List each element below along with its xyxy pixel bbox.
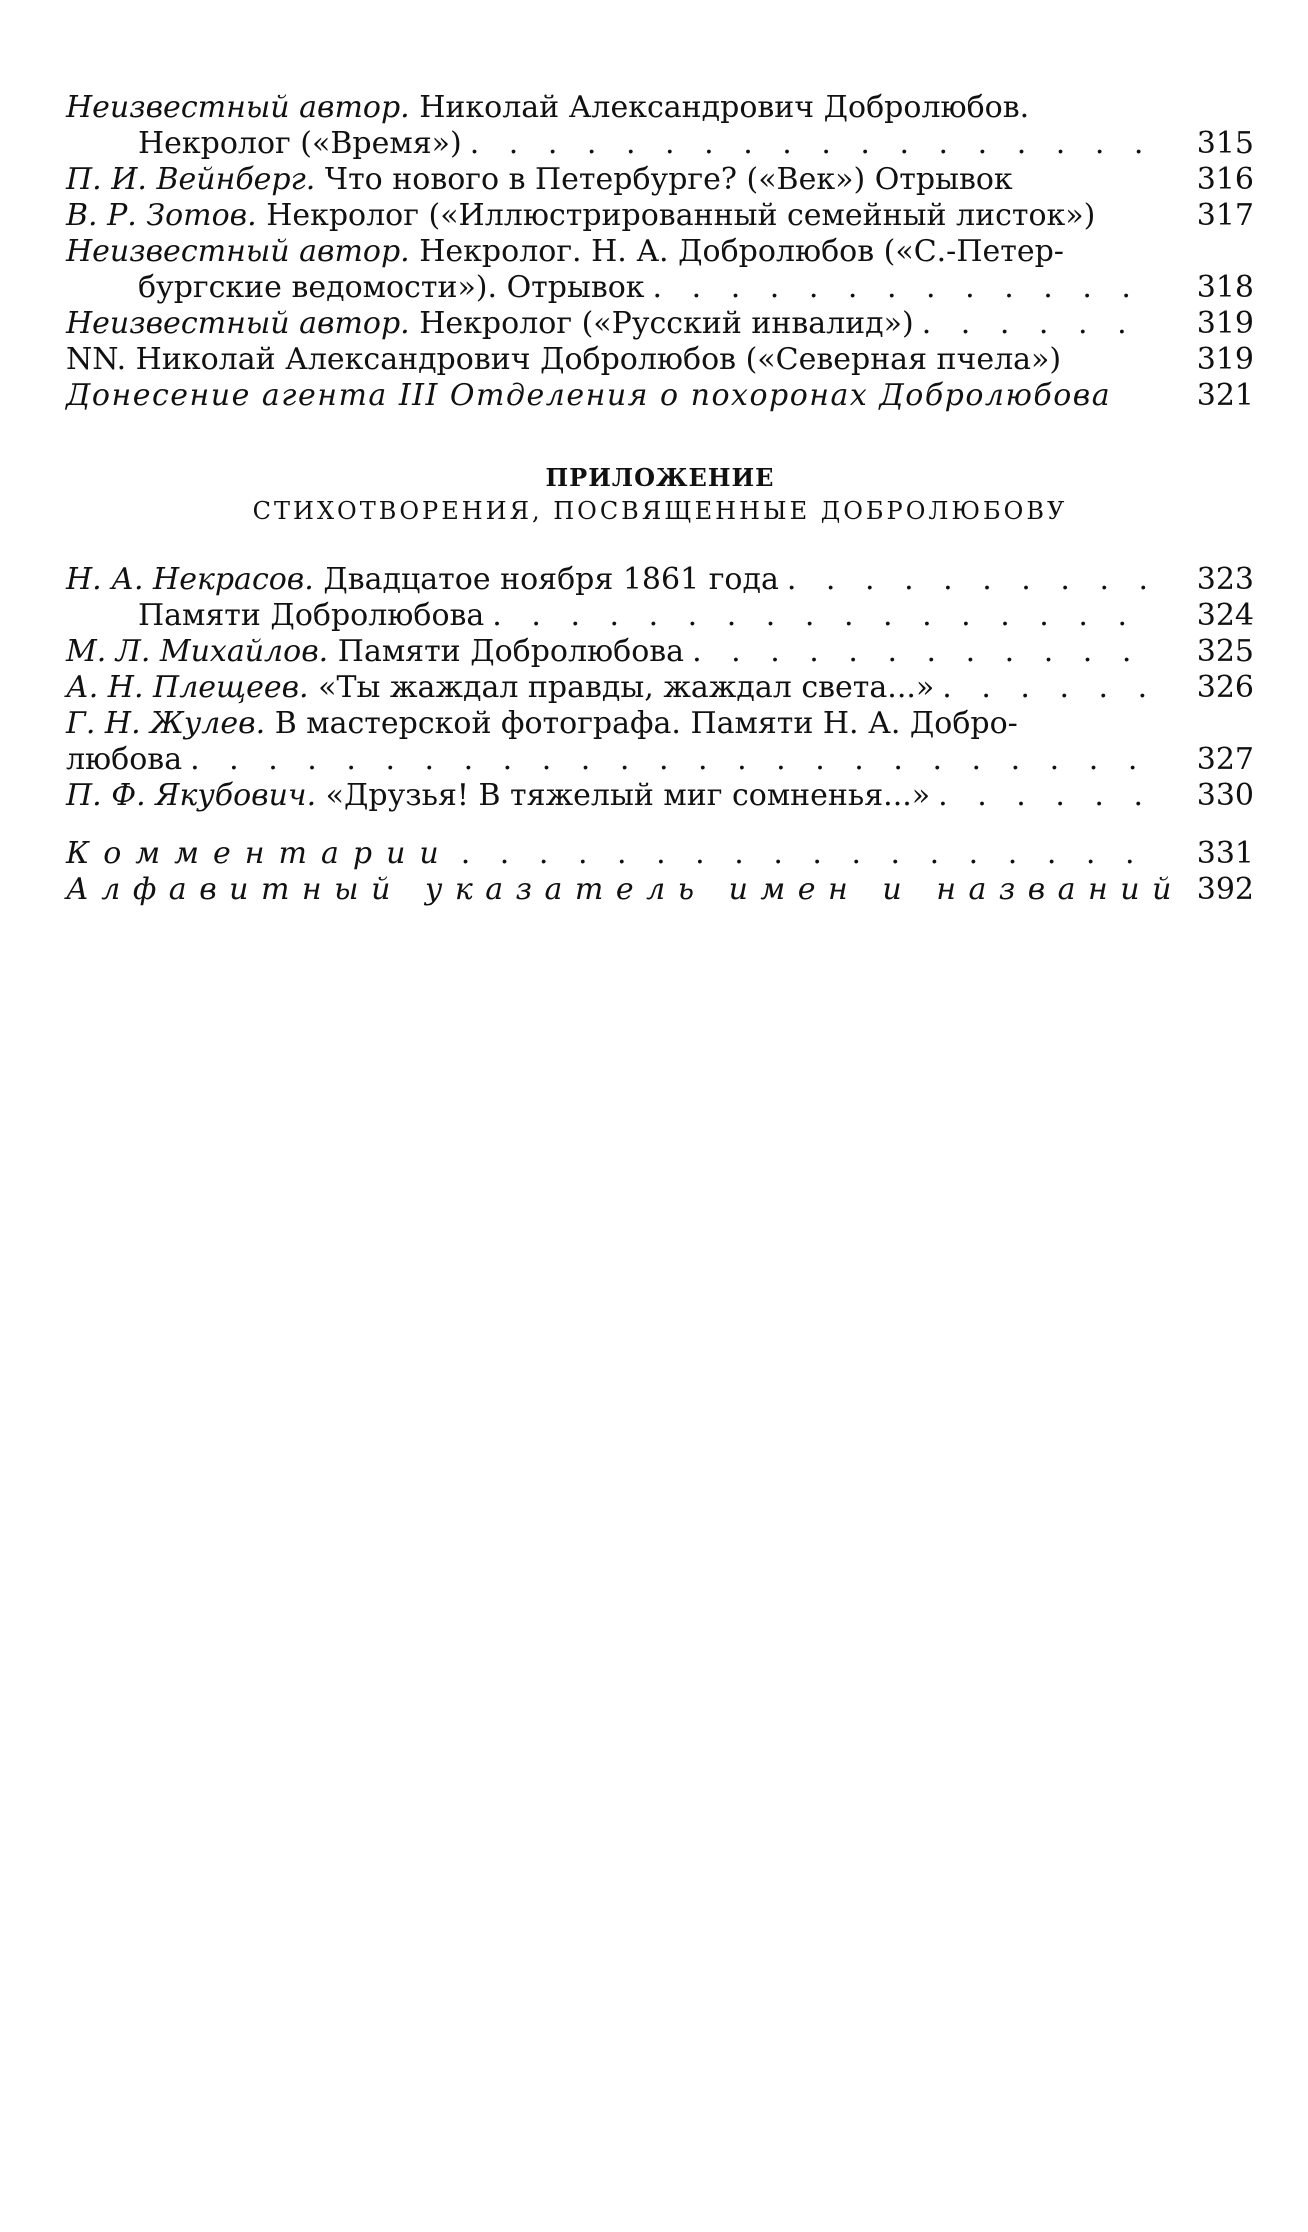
page-number: 318	[1196, 270, 1254, 305]
toc-entry	[66, 90, 1254, 162]
page-number: 321	[1196, 378, 1254, 413]
toc-entry	[66, 306, 1254, 342]
table-of-contents	[66, 90, 1254, 908]
toc-entry-line	[66, 634, 1166, 670]
toc-entry-line	[66, 126, 1166, 162]
toc-entry-line	[66, 198, 1166, 234]
entry-title: Некролог («Русский инвалид»)	[419, 306, 914, 341]
toc-entry	[66, 778, 1254, 814]
entry-author: Н. А. Некрасов.	[66, 562, 314, 597]
toc-entry-line	[66, 90, 1166, 126]
dot-leader	[942, 670, 1158, 706]
entry-title: Донесение агента III Отделения о похоронах Добролюбова	[66, 378, 1112, 413]
toc-entry	[66, 598, 1254, 634]
toc-entry-line	[66, 872, 1184, 908]
page-number: 317	[1196, 198, 1254, 233]
toc-entry-line	[66, 836, 1166, 872]
page-number: 319	[1196, 342, 1254, 377]
entry-title: Николай Александрович Добролюбов («Северная пчела»)	[135, 342, 1062, 377]
entry-title: Двадцатое ноября 1861 года	[323, 562, 779, 597]
toc-entry-line	[66, 670, 1166, 706]
toc-entry	[66, 836, 1254, 872]
dot-leader	[653, 270, 1158, 306]
toc-entry-line	[66, 306, 1166, 342]
page-number: 325	[1196, 634, 1254, 669]
toc-entry-line	[66, 706, 1166, 742]
toc-entry	[66, 198, 1254, 234]
toc-entry-line	[66, 378, 1166, 414]
appendix-subtitle: СТИХОТВОРЕНИЯ, ПОСВЯЩЕННЫЕ ДОБРОЛЮБОВУ	[252, 497, 1068, 525]
dot-leader	[190, 742, 1158, 778]
entry-author: Неизвестный автор.	[66, 306, 410, 341]
dot-leader	[470, 126, 1158, 162]
page-number: 323	[1196, 562, 1254, 597]
dot-leader	[787, 562, 1158, 598]
spacer	[66, 814, 1254, 836]
dot-leader	[692, 634, 1158, 670]
page-number: 392	[1196, 872, 1254, 907]
entry-title: Некролог («Иллюстрированный семейный листок»)	[266, 198, 1096, 233]
page-number: 319	[1196, 306, 1254, 341]
entry-title: Николай Александрович Добролюбов.	[419, 90, 1030, 125]
entry-title: В мастерской фотографа. Памяти Н. А. Добро-	[274, 706, 1018, 741]
entry-author: А. Н. Плещеев.	[66, 670, 309, 705]
entry-title-continued: Некролог («Время»)	[138, 126, 462, 161]
appendix-heading	[66, 462, 1254, 528]
toc-entry	[66, 162, 1254, 198]
toc-entry-line	[66, 270, 1166, 306]
toc-entry	[66, 670, 1254, 706]
toc-entry-line	[66, 742, 1166, 778]
entry-author: М. Л. Михайлов.	[66, 634, 329, 669]
toc-entry-line	[66, 162, 1166, 198]
entry-author: В. Р. Зотов.	[66, 198, 257, 233]
toc-entry-line	[66, 562, 1166, 598]
entry-author: Неизвестный автор.	[66, 234, 410, 269]
entry-title-continued: любова	[66, 742, 183, 777]
dot-leader	[461, 836, 1158, 872]
entry-author: Неизвестный автор.	[66, 90, 410, 125]
entry-title: «Друзья! В тяжелый миг сомненья...»	[325, 778, 931, 813]
page-number: 327	[1196, 742, 1254, 777]
entry-author: П. Ф. Якубович.	[66, 778, 317, 813]
page-number: 315	[1196, 126, 1254, 161]
dot-leader	[938, 778, 1158, 814]
toc-entry	[66, 562, 1254, 598]
page-number: 326	[1196, 670, 1254, 705]
entry-title: Алфавитный указатель имен и названий	[66, 872, 1184, 907]
dot-leader	[922, 306, 1158, 342]
entry-title: Некролог. Н. А. Добролюбов («С.-Петер-	[419, 234, 1064, 269]
toc-entry-line	[66, 342, 1166, 378]
toc-entry-line	[66, 598, 1166, 634]
dot-leader	[492, 598, 1158, 634]
page-number: 331	[1196, 836, 1254, 871]
entry-title: Памяти Добролюбова	[138, 598, 485, 633]
toc-entry-line	[66, 234, 1166, 270]
entry-title: «Ты жаждал правды, жаждал света...»	[318, 670, 935, 705]
toc-entry	[66, 342, 1254, 378]
appendix-title: ПРИЛОЖЕНИЕ	[545, 463, 775, 492]
entry-title: Что нового в Петербурге? («Век») Отрывок	[324, 162, 1013, 197]
page-number: 330	[1196, 778, 1254, 813]
entry-title-continued: бургские ведомости»). Отрывок	[138, 270, 645, 305]
toc-entry-line	[66, 778, 1166, 814]
entry-author: Г. Н. Жулев.	[66, 706, 266, 741]
toc-entry	[66, 234, 1254, 306]
entry-author: NN.	[66, 342, 127, 377]
page-number: 316	[1196, 162, 1254, 197]
toc-entry	[66, 634, 1254, 670]
toc-entry	[66, 872, 1254, 908]
toc-entry	[66, 378, 1254, 414]
entry-title: Комментарии	[66, 836, 453, 871]
toc-entry	[66, 706, 1254, 778]
entry-title: Памяти Добролюбова	[337, 634, 685, 669]
page-number: 324	[1196, 598, 1254, 633]
entry-author: П. И. Вейнберг.	[66, 162, 316, 197]
